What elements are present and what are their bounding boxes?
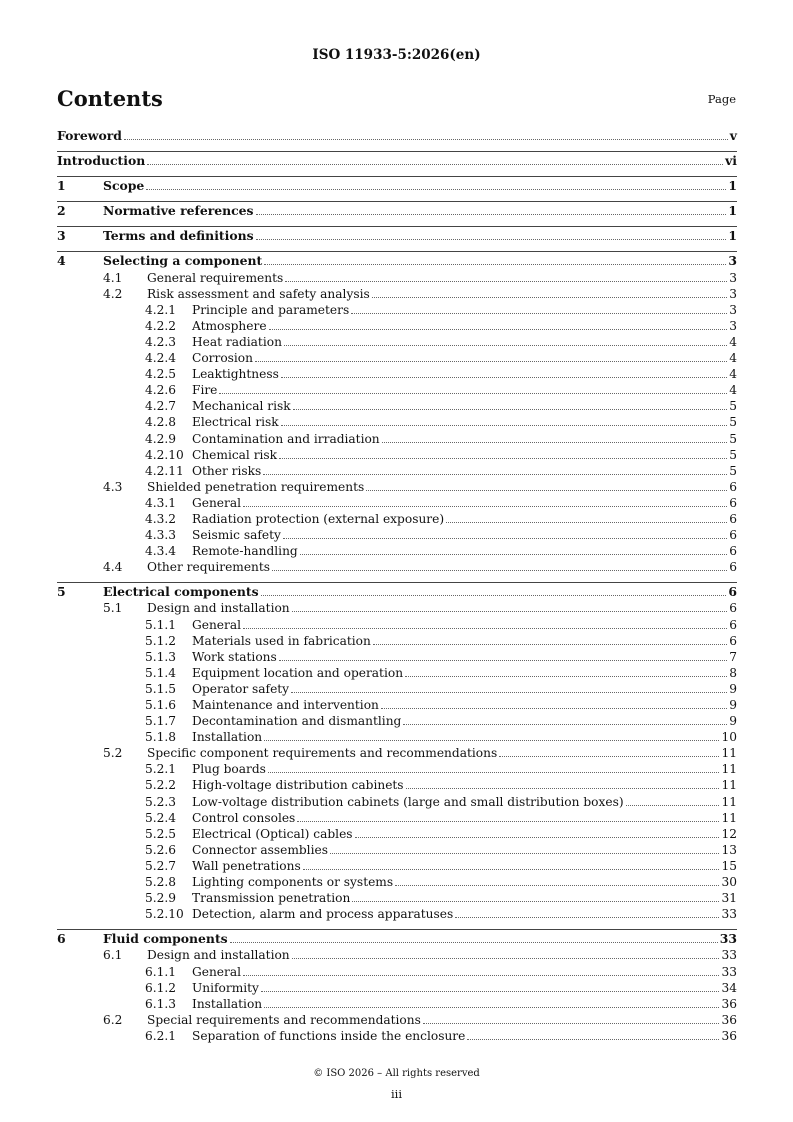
toc-entry-number: 4.3.1 bbox=[145, 495, 177, 510]
toc-entry-title: Leaktightness bbox=[192, 367, 279, 382]
toc-entry-title: Design and installation bbox=[147, 948, 290, 963]
dot-leader bbox=[423, 1023, 720, 1024]
toc-entry-page: 15 bbox=[721, 858, 737, 873]
toc-entry-number: 6 bbox=[57, 931, 66, 947]
toc-entry-title: Low-voltage distribution cabinets (large and small distribution boxes) bbox=[192, 794, 624, 809]
toc-entry-page: 6 bbox=[729, 617, 737, 632]
toc-entry[interactable] bbox=[57, 511, 737, 527]
toc-entry-title: Work stations bbox=[192, 649, 277, 664]
dot-leader bbox=[264, 1007, 719, 1008]
toc-entry-page: 4 bbox=[729, 351, 737, 366]
toc-entry-page: 13 bbox=[721, 842, 737, 857]
toc-entry[interactable] bbox=[57, 697, 737, 713]
toc-entry-title: Scope bbox=[103, 178, 145, 194]
toc-entry-number: 5.2.5 bbox=[145, 826, 177, 841]
toc-entry-page: 1 bbox=[728, 228, 737, 244]
toc-entry-title: Electrical components bbox=[103, 584, 259, 600]
toc-entry-number: 4.2.1 bbox=[145, 302, 177, 317]
toc-entry-number: 4.4 bbox=[103, 560, 123, 575]
dot-leader bbox=[243, 975, 719, 976]
toc-entry-number: 4.2.8 bbox=[145, 415, 177, 430]
toc-entry[interactable] bbox=[57, 527, 737, 543]
toc-entry[interactable] bbox=[57, 582, 737, 600]
dot-leader bbox=[381, 708, 727, 709]
toc-entry[interactable] bbox=[57, 543, 737, 559]
toc-entry-title: High-voltage distribution cabinets bbox=[192, 778, 404, 793]
toc-entry-title: Normative references bbox=[103, 203, 254, 219]
toc-entry-title: Foreword bbox=[57, 128, 122, 143]
toc-entry[interactable] bbox=[57, 600, 737, 616]
toc-entry-title: Plug boards bbox=[192, 762, 266, 777]
toc-entry[interactable] bbox=[57, 226, 737, 244]
toc-entry-title: Specific component requirements and recommendations bbox=[147, 746, 498, 761]
toc-entry-page: 7 bbox=[729, 649, 737, 664]
toc-entry-title: Connector assemblies bbox=[192, 842, 328, 857]
dot-leader bbox=[499, 756, 719, 757]
dot-leader bbox=[283, 538, 727, 539]
toc-entry[interactable] bbox=[57, 447, 737, 463]
dot-leader bbox=[355, 837, 720, 838]
toc-entry-number: 5.1.1 bbox=[145, 617, 177, 632]
toc-entry[interactable] bbox=[57, 1012, 737, 1028]
toc-entry-number: 6.1.1 bbox=[145, 964, 177, 979]
dot-leader bbox=[455, 917, 719, 918]
toc-entry[interactable] bbox=[57, 479, 737, 495]
toc-entry-page: 36 bbox=[721, 996, 737, 1011]
toc-entry[interactable] bbox=[57, 858, 737, 874]
toc-entry[interactable] bbox=[57, 890, 737, 906]
toc-entry-title: General bbox=[192, 617, 241, 632]
document-id-header: ISO 11933-5:2026(en) bbox=[312, 47, 481, 63]
toc-entry-number: 4.2.4 bbox=[145, 351, 177, 366]
dot-leader bbox=[467, 1039, 719, 1040]
toc-entry-title: Contamination and irradiation bbox=[192, 431, 380, 446]
dot-leader bbox=[255, 361, 727, 362]
toc-entry[interactable] bbox=[57, 251, 737, 269]
dot-leader bbox=[256, 214, 727, 215]
toc-entry-page: 11 bbox=[721, 794, 737, 809]
toc-entry[interactable] bbox=[57, 947, 737, 963]
dot-leader bbox=[263, 474, 727, 475]
toc-entry-number: 4.2.2 bbox=[145, 318, 177, 333]
toc-entry-title: Installation bbox=[192, 730, 263, 745]
toc-entry-number: 4.3.3 bbox=[145, 528, 177, 543]
toc-entry-page: 11 bbox=[721, 746, 737, 761]
dot-leader bbox=[243, 628, 727, 629]
toc-entry[interactable] bbox=[57, 777, 737, 793]
toc-entry-number: 4.1 bbox=[103, 270, 123, 285]
dot-leader bbox=[269, 329, 728, 330]
toc-entry-title: Detection, alarm and process apparatuses bbox=[192, 907, 454, 922]
toc-entry-page: 6 bbox=[729, 560, 737, 575]
toc-entry[interactable] bbox=[57, 649, 737, 665]
toc-entry-page: 5 bbox=[729, 399, 737, 414]
dot-leader bbox=[446, 522, 727, 523]
toc-entry[interactable] bbox=[57, 906, 737, 922]
toc-entry-page: 11 bbox=[721, 778, 737, 793]
dot-leader bbox=[230, 942, 718, 943]
dot-leader bbox=[351, 313, 727, 314]
toc-entry-page: 6 bbox=[729, 511, 737, 526]
toc-entry-page: 8 bbox=[729, 665, 737, 680]
toc-entry-title: Seismic safety bbox=[192, 528, 281, 543]
toc-entry-page: 33 bbox=[721, 964, 737, 979]
toc-entry[interactable] bbox=[57, 201, 737, 219]
copyright-notice: © ISO 2026 – All rights reserved bbox=[313, 1068, 480, 1079]
toc-entry[interactable] bbox=[57, 151, 737, 169]
toc-entry-title: General bbox=[192, 495, 241, 510]
dot-leader bbox=[403, 724, 727, 725]
toc-entry-page: 1 bbox=[728, 178, 737, 194]
toc-entry-number: 4.3 bbox=[103, 479, 123, 494]
dot-leader bbox=[281, 377, 727, 378]
toc-entry[interactable] bbox=[57, 366, 737, 382]
toc-entry-number: 5.2.6 bbox=[145, 842, 177, 857]
dot-leader bbox=[626, 805, 720, 806]
toc-entry-title: Other risks bbox=[192, 463, 262, 478]
dot-leader bbox=[293, 409, 728, 410]
toc-entry-title: Remote-handling bbox=[192, 544, 298, 559]
toc-entry-number: 4.2.6 bbox=[145, 383, 177, 398]
toc-entry-page: 11 bbox=[721, 762, 737, 777]
toc-entry-title: Transmission penetration bbox=[192, 891, 351, 906]
toc-entry-page: 6 bbox=[729, 528, 737, 543]
toc-entry-title: Separation of functions inside the enclosure bbox=[192, 1028, 466, 1043]
toc-entry-title: Chemical risk bbox=[192, 447, 278, 462]
toc-entry-number: 5.2.4 bbox=[145, 810, 177, 825]
toc-entry[interactable] bbox=[57, 559, 737, 575]
toc-entry-title: Principle and parameters bbox=[192, 302, 350, 317]
dot-leader bbox=[279, 660, 727, 661]
toc-entry-title: General bbox=[192, 964, 241, 979]
toc-entry[interactable] bbox=[57, 350, 737, 366]
page-number: iii bbox=[390, 1087, 403, 1101]
toc-entry[interactable] bbox=[57, 1028, 737, 1044]
dot-leader bbox=[300, 554, 728, 555]
toc-entry-number: 5.2.1 bbox=[145, 762, 177, 777]
toc-entry-title: General requirements bbox=[147, 270, 284, 285]
toc-entry-title: Other requirements bbox=[147, 560, 271, 575]
page-column-label: Page bbox=[707, 92, 736, 106]
toc-entry-title: Electrical risk bbox=[192, 415, 279, 430]
dot-leader bbox=[279, 458, 727, 459]
dot-leader bbox=[243, 506, 727, 507]
toc-entry[interactable] bbox=[57, 745, 737, 761]
toc-entry-number: 5.1.6 bbox=[145, 698, 177, 712]
toc-entry-title: Control consoles bbox=[192, 810, 296, 825]
toc-entry-number: 3 bbox=[57, 228, 66, 244]
dot-leader bbox=[292, 958, 720, 959]
toc-entry-number: 5.1.8 bbox=[145, 730, 177, 745]
toc-entry[interactable] bbox=[57, 398, 737, 414]
toc-entry-number: 4.2.9 bbox=[145, 431, 177, 446]
toc-entry-page: 5 bbox=[729, 463, 737, 478]
toc-entry-title: Wall penetrations bbox=[192, 858, 301, 873]
toc-entry-title: Selecting a component bbox=[103, 253, 263, 269]
dot-leader bbox=[297, 821, 719, 822]
toc-entry-number: 5.2.2 bbox=[145, 778, 177, 793]
toc-entry-page: 5 bbox=[729, 431, 737, 446]
toc-entry-number: 5.2.9 bbox=[145, 891, 177, 906]
toc-entry-number: 4.2.10 bbox=[145, 447, 184, 462]
dot-leader bbox=[261, 595, 727, 596]
toc-entry-number: 6.2.1 bbox=[145, 1028, 177, 1043]
page-title: Contents bbox=[57, 86, 163, 111]
dot-leader bbox=[352, 901, 719, 902]
toc-entry[interactable] bbox=[57, 964, 737, 980]
toc-entry-title: Uniformity bbox=[192, 980, 259, 995]
toc-entry-title: Atmosphere bbox=[192, 318, 267, 333]
toc-entry-page: 10 bbox=[721, 730, 737, 745]
dot-leader bbox=[382, 442, 728, 443]
toc-entry-title: Maintenance and intervention bbox=[192, 698, 379, 712]
toc-entry-page: vi bbox=[725, 153, 737, 169]
toc-entry-number: 5 bbox=[57, 584, 66, 600]
toc-entry-title: Decontamination and dismantling bbox=[192, 714, 402, 729]
dot-leader bbox=[291, 692, 727, 693]
toc-entry[interactable] bbox=[57, 810, 737, 826]
toc-entry[interactable] bbox=[57, 794, 737, 810]
toc-entry-title: Operator safety bbox=[192, 681, 290, 696]
toc-entry-page: 33 bbox=[721, 907, 737, 922]
toc-entry-page: 3 bbox=[729, 270, 737, 285]
toc-entry-title: Radiation protection (external exposure) bbox=[192, 511, 445, 526]
toc-entry-number: 5.2.10 bbox=[145, 907, 184, 922]
dot-leader bbox=[146, 189, 726, 190]
toc-entry-page: 9 bbox=[729, 714, 737, 729]
dot-leader bbox=[272, 570, 727, 571]
toc-entry-number: 4.2 bbox=[103, 286, 123, 301]
toc-entry[interactable] bbox=[57, 495, 737, 511]
toc-entry-title: Lighting components or systems bbox=[192, 875, 394, 890]
toc-entry-number: 1 bbox=[57, 178, 66, 194]
toc-entry[interactable] bbox=[57, 176, 737, 194]
toc-entry-number: 4.2.7 bbox=[145, 399, 177, 414]
toc-entry-title: Introduction bbox=[57, 153, 146, 169]
toc-entry-number: 4.2.5 bbox=[145, 367, 177, 382]
toc-entry-page: 6 bbox=[729, 495, 737, 510]
toc-entry[interactable] bbox=[57, 270, 737, 286]
toc-entry-title: Mechanical risk bbox=[192, 399, 291, 414]
toc-entry[interactable] bbox=[57, 128, 737, 144]
dot-leader bbox=[261, 991, 720, 992]
toc-entry[interactable] bbox=[57, 382, 737, 398]
toc-entry-page: 5 bbox=[729, 415, 737, 430]
dot-leader bbox=[330, 853, 720, 854]
toc-entry[interactable] bbox=[57, 617, 737, 633]
toc-entry-number: 4.2.11 bbox=[145, 463, 184, 478]
toc-entry[interactable] bbox=[57, 681, 737, 697]
dot-leader bbox=[256, 239, 727, 240]
toc-entry-page: 34 bbox=[721, 980, 737, 995]
toc-entry-number: 5.2.7 bbox=[145, 858, 177, 873]
toc-entry[interactable] bbox=[57, 302, 737, 318]
toc-entry-title: Fire bbox=[192, 383, 218, 398]
toc-entry-title: Equipment location and operation bbox=[192, 665, 404, 680]
toc-entry-number: 6.1.3 bbox=[145, 996, 177, 1011]
toc-entry-title: Installation bbox=[192, 996, 263, 1011]
toc-entry[interactable] bbox=[57, 318, 737, 334]
dot-leader bbox=[372, 297, 727, 298]
toc-entry-page: 30 bbox=[721, 875, 737, 890]
toc-entry[interactable] bbox=[57, 633, 737, 649]
toc-entry-title: Heat radiation bbox=[192, 334, 282, 349]
toc-entry-number: 6.1 bbox=[103, 948, 123, 963]
dot-leader bbox=[219, 393, 727, 394]
toc-entry[interactable] bbox=[57, 334, 737, 350]
toc-entry-number: 5.1.4 bbox=[145, 665, 177, 680]
toc-entry-title: Special requirements and recommendations bbox=[147, 1012, 421, 1027]
table-of-contents bbox=[57, 128, 737, 1044]
toc-entry-title: Fluid components bbox=[103, 931, 228, 947]
dot-leader bbox=[405, 676, 727, 677]
dot-leader bbox=[303, 869, 720, 870]
toc-entry-page: 5 bbox=[729, 447, 737, 462]
toc-entry-page: 6 bbox=[729, 544, 737, 559]
toc-entry-page: 31 bbox=[721, 891, 737, 906]
toc-entry[interactable] bbox=[57, 826, 737, 842]
dot-leader bbox=[366, 490, 727, 491]
toc-entry-page: 6 bbox=[729, 633, 737, 648]
toc-entry-page: 4 bbox=[729, 383, 737, 398]
toc-entry-page: 9 bbox=[729, 681, 737, 696]
toc-entry-page: 6 bbox=[729, 601, 737, 616]
dot-leader bbox=[264, 264, 726, 265]
toc-entry-title: Risk assessment and safety analysis bbox=[147, 286, 370, 301]
toc-entry-title: Corrosion bbox=[192, 351, 253, 366]
toc-entry-number: 5.1 bbox=[103, 601, 123, 616]
toc-entry-number: 5.1.5 bbox=[145, 681, 177, 696]
toc-entry-number: 5.2.3 bbox=[145, 794, 177, 809]
dot-leader bbox=[406, 788, 720, 789]
toc-entry[interactable] bbox=[57, 874, 737, 890]
toc-entry-title: Electrical (Optical) cables bbox=[192, 826, 353, 841]
dot-leader bbox=[281, 425, 728, 426]
dot-leader bbox=[124, 139, 728, 140]
dot-leader bbox=[147, 164, 723, 165]
toc-entry-page: 36 bbox=[721, 1012, 737, 1027]
dot-leader bbox=[268, 772, 720, 773]
toc-entry-title: Shielded penetration requirements bbox=[147, 479, 365, 494]
toc-entry-page: v bbox=[729, 128, 737, 143]
toc-entry-page: 4 bbox=[729, 334, 737, 349]
toc-entry-number: 6.2 bbox=[103, 1012, 123, 1027]
toc-entry-page: 33 bbox=[721, 948, 737, 963]
toc-entry[interactable] bbox=[57, 729, 737, 745]
toc-entry[interactable] bbox=[57, 996, 737, 1012]
toc-entry-number: 5.1.2 bbox=[145, 633, 177, 648]
dot-leader bbox=[264, 740, 719, 741]
toc-entry-page: 4 bbox=[729, 367, 737, 382]
toc-entry-page: 3 bbox=[729, 318, 737, 333]
toc-entry-number: 2 bbox=[57, 203, 66, 219]
toc-entry-page: 11 bbox=[721, 810, 737, 825]
toc-entry[interactable] bbox=[57, 842, 737, 858]
toc-entry-title: Terms and definitions bbox=[103, 228, 254, 244]
toc-entry-page: 36 bbox=[721, 1028, 737, 1043]
toc-entry[interactable] bbox=[57, 929, 737, 947]
toc-entry-page: 9 bbox=[729, 698, 737, 712]
toc-entry[interactable] bbox=[57, 713, 737, 729]
toc-entry-page: 12 bbox=[721, 826, 737, 841]
toc-entry-number: 5.2.8 bbox=[145, 875, 177, 890]
toc-entry-number: 4 bbox=[57, 253, 66, 269]
toc-entry-number: 5.1.3 bbox=[145, 649, 177, 664]
toc-entry-page: 33 bbox=[719, 931, 737, 947]
toc-entry[interactable] bbox=[57, 463, 737, 479]
toc-entry[interactable] bbox=[57, 431, 737, 447]
toc-entry-number: 5.2 bbox=[103, 746, 123, 761]
toc-entry-title: Materials used in fabrication bbox=[192, 633, 371, 648]
dot-leader bbox=[395, 885, 719, 886]
toc-entry[interactable] bbox=[57, 761, 737, 777]
toc-entry-page: 6 bbox=[729, 479, 737, 494]
toc-entry-number: 4.2.3 bbox=[145, 334, 177, 349]
dot-leader bbox=[285, 281, 727, 282]
toc-entry-page: 3 bbox=[729, 302, 737, 317]
toc-entry-page: 3 bbox=[729, 286, 737, 301]
dot-leader bbox=[373, 644, 727, 645]
toc-entry[interactable] bbox=[57, 414, 737, 430]
toc-entry-page: 1 bbox=[728, 203, 737, 219]
toc-entry-number: 6.1.2 bbox=[145, 980, 177, 995]
toc-entry[interactable] bbox=[57, 665, 737, 681]
toc-entry-number: 4.3.2 bbox=[145, 511, 177, 526]
toc-entry-number: 4.3.4 bbox=[145, 544, 177, 559]
toc-entry-number: 5.1.7 bbox=[145, 714, 177, 729]
toc-entry[interactable] bbox=[57, 980, 737, 996]
toc-entry-page: 3 bbox=[728, 253, 737, 269]
dot-leader bbox=[292, 611, 728, 612]
toc-entry-title: Design and installation bbox=[147, 601, 290, 616]
toc-entry-page: 6 bbox=[728, 584, 737, 600]
toc-entry[interactable] bbox=[57, 286, 737, 302]
dot-leader bbox=[284, 345, 727, 346]
